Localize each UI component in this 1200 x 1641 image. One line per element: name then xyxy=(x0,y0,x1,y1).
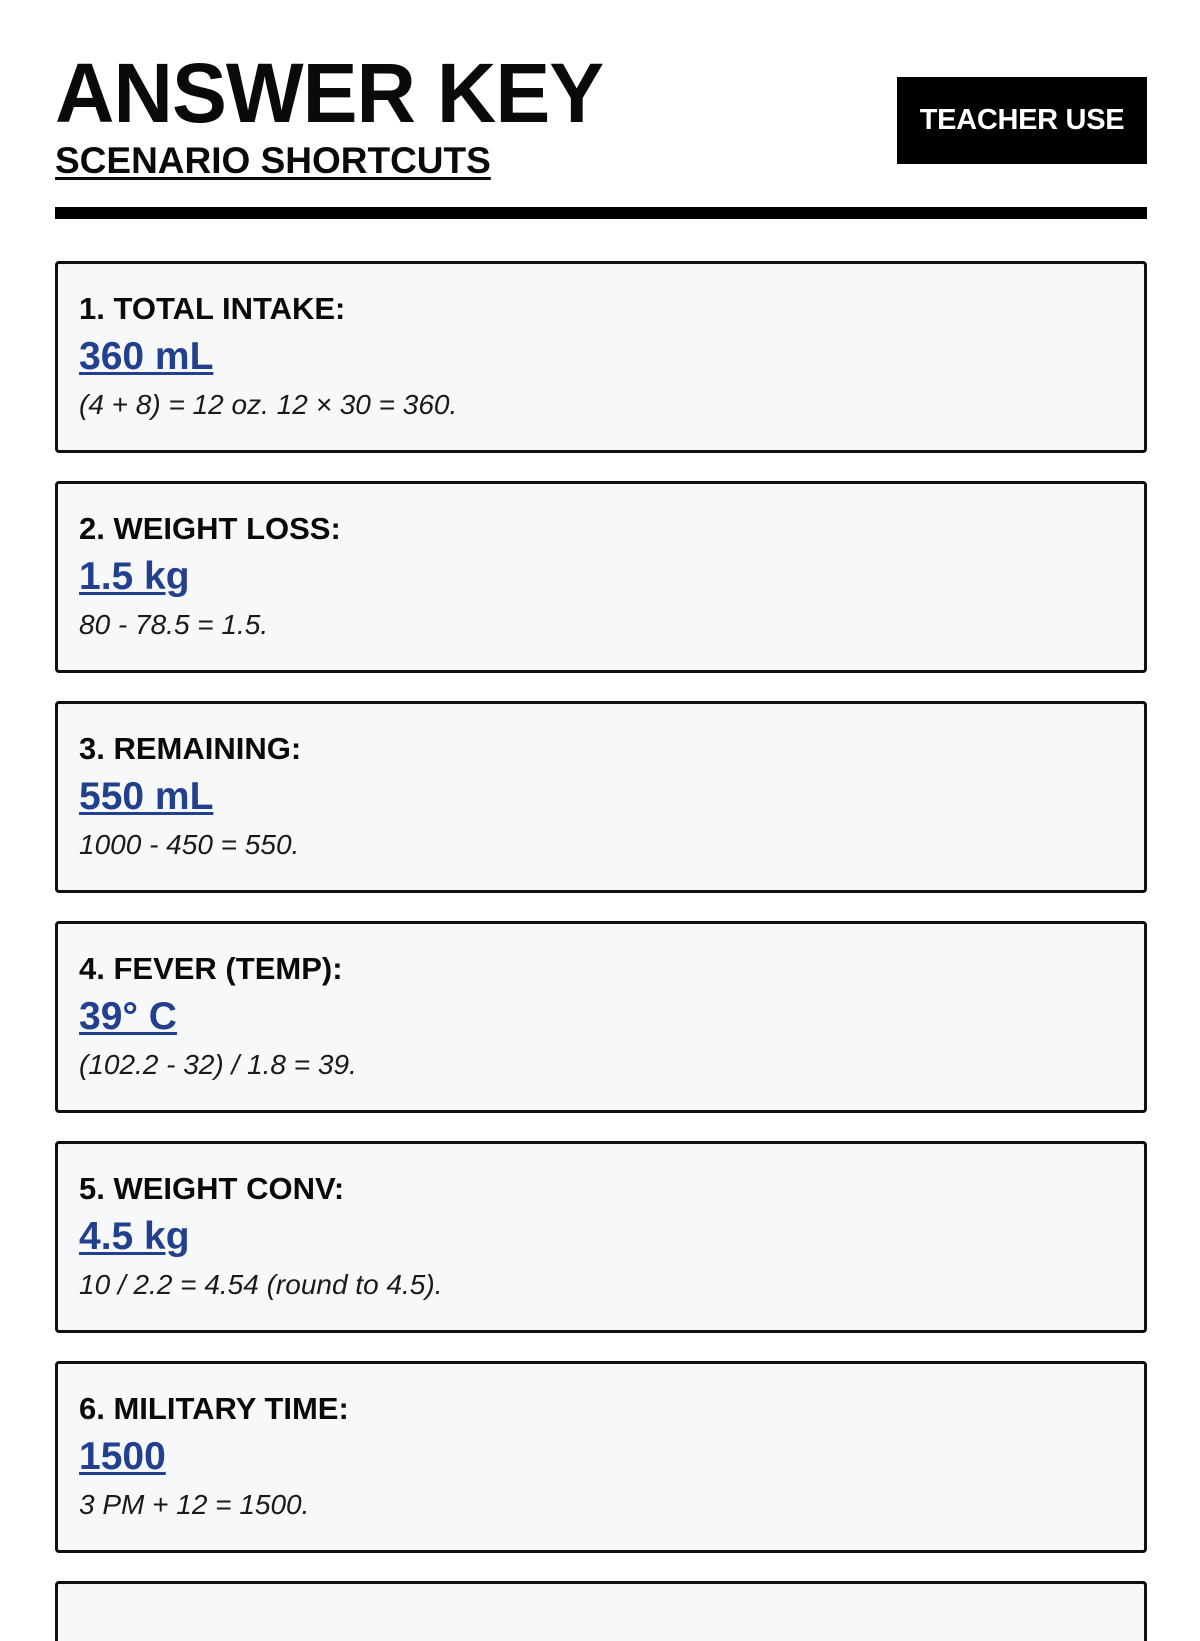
question-label: 4. FEVER (TEMP): xyxy=(79,951,343,986)
answer-work: 1000 - 450 = 550. xyxy=(79,829,300,860)
answer-work: 10 / 2.2 = 4.54 (round to 4.5). xyxy=(79,1269,443,1300)
question-label: 6. MILITARY TIME: xyxy=(79,1391,349,1426)
answer-value: 360 mL xyxy=(79,335,214,378)
answer-card xyxy=(55,261,1147,453)
answer-work: 3 PM + 12 = 1500. xyxy=(79,1489,310,1520)
answer-card xyxy=(55,701,1147,893)
answer-work: (102.2 - 32) / 1.8 = 39. xyxy=(79,1049,357,1080)
answer-card xyxy=(55,481,1147,673)
page-header xyxy=(55,0,1147,210)
page-subtitle: SCENARIO SHORTCUTS xyxy=(55,140,491,181)
answer-value: 4.5 kg xyxy=(79,1215,190,1258)
question-label: 1. TOTAL INTAKE: xyxy=(79,291,346,326)
answer-value: 1500 xyxy=(79,1435,166,1478)
header-divider xyxy=(55,207,1147,219)
answer-work: 80 - 78.5 = 1.5. xyxy=(79,609,269,640)
answer-key-page xyxy=(55,0,1147,1600)
question-label: 2. WEIGHT LOSS: xyxy=(79,511,341,546)
answer-work: (4 + 8) = 12 oz. 12 × 30 = 360. xyxy=(79,389,458,420)
question-label: 3. REMAINING: xyxy=(79,731,302,766)
answer-card xyxy=(55,1361,1147,1553)
page-title: ANSWER KEY xyxy=(55,46,604,140)
answer-value: 39° C xyxy=(79,995,177,1038)
teacher-use-badge: TEACHER USE xyxy=(897,77,1147,164)
answer-card-list xyxy=(55,261,1147,1641)
answer-card xyxy=(55,1141,1147,1333)
question-label: 5. WEIGHT CONV: xyxy=(79,1171,345,1206)
answer-card xyxy=(55,921,1147,1113)
answer-value: 550 mL xyxy=(79,775,214,818)
answer-value: 1.5 kg xyxy=(79,555,190,598)
answer-card-cut-off xyxy=(55,1581,1147,1641)
